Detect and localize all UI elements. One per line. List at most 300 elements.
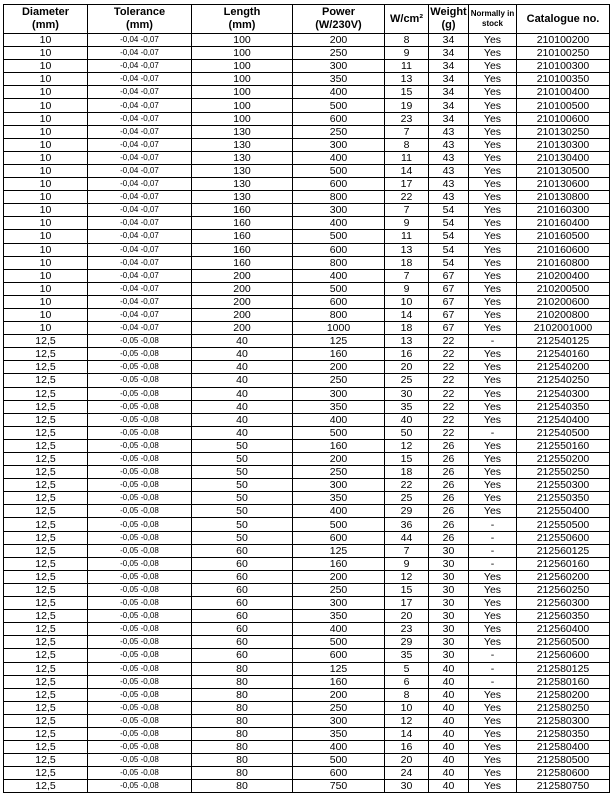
- wcm-cell: 12: [385, 714, 429, 727]
- table-row: [4, 178, 610, 191]
- tolerance-cell: -0,05 -0,08: [88, 413, 192, 426]
- stock-cell: Yes: [469, 308, 517, 321]
- tolerance-cell: -0,05 -0,08: [88, 701, 192, 714]
- wcm-cell: 23: [385, 112, 429, 125]
- diameter-cell: 10: [4, 178, 88, 191]
- table-row: [4, 688, 610, 701]
- power-cell: 250: [293, 583, 385, 596]
- power-cell: 600: [293, 178, 385, 191]
- weight-cell: 43: [429, 178, 469, 191]
- stock-cell: Yes: [469, 374, 517, 387]
- diameter-cell: 12,5: [4, 714, 88, 727]
- table-row: [4, 439, 610, 452]
- catalogue-cell: 212540350: [517, 400, 610, 413]
- tolerance-cell: -0,05 -0,08: [88, 636, 192, 649]
- length-cell: 50: [192, 439, 293, 452]
- table-row: [4, 610, 610, 623]
- wcm-cell: 12: [385, 439, 429, 452]
- weight-cell: 40: [429, 701, 469, 714]
- diameter-cell: 12,5: [4, 727, 88, 740]
- weight-cell: 34: [429, 73, 469, 86]
- tolerance-cell: -0,05 -0,08: [88, 492, 192, 505]
- wcm-cell: 29: [385, 505, 429, 518]
- length-cell: 80: [192, 780, 293, 793]
- diameter-cell: 12,5: [4, 531, 88, 544]
- weight-cell: 26: [429, 531, 469, 544]
- length-cell: 80: [192, 767, 293, 780]
- table-row: [4, 204, 610, 217]
- diameter-cell: 12,5: [4, 583, 88, 596]
- power-cell: 160: [293, 439, 385, 452]
- length-cell: 80: [192, 675, 293, 688]
- header-wcm: W/cm²: [385, 5, 429, 34]
- tolerance-cell: -0,05 -0,08: [88, 662, 192, 675]
- stock-cell: Yes: [469, 361, 517, 374]
- diameter-cell: 10: [4, 60, 88, 73]
- power-cell: 160: [293, 348, 385, 361]
- stock-cell: Yes: [469, 466, 517, 479]
- header-row: [4, 5, 610, 34]
- stock-cell: Yes: [469, 505, 517, 518]
- catalogue-cell: 212560160: [517, 557, 610, 570]
- catalogue-cell: 212550600: [517, 531, 610, 544]
- catalogue-cell: 212540160: [517, 348, 610, 361]
- catalogue-cell: 212580350: [517, 727, 610, 740]
- diameter-cell: 12,5: [4, 675, 88, 688]
- stock-cell: -: [469, 649, 517, 662]
- stock-cell: Yes: [469, 701, 517, 714]
- wcm-cell: 13: [385, 243, 429, 256]
- tolerance-cell: -0,05 -0,08: [88, 531, 192, 544]
- power-cell: 125: [293, 662, 385, 675]
- tolerance-cell: -0,04 -0,07: [88, 322, 192, 335]
- wcm-cell: 8: [385, 688, 429, 701]
- diameter-cell: 10: [4, 86, 88, 99]
- wcm-cell: 14: [385, 308, 429, 321]
- weight-cell: 30: [429, 583, 469, 596]
- tolerance-cell: -0,04 -0,07: [88, 217, 192, 230]
- length-cell: 40: [192, 413, 293, 426]
- stock-cell: -: [469, 518, 517, 531]
- table-row: [4, 73, 610, 86]
- catalogue-cell: 210100500: [517, 99, 610, 112]
- tolerance-cell: -0,05 -0,08: [88, 741, 192, 754]
- stock-cell: Yes: [469, 99, 517, 112]
- tolerance-cell: -0,05 -0,08: [88, 780, 192, 793]
- power-cell: 500: [293, 99, 385, 112]
- length-cell: 80: [192, 662, 293, 675]
- weight-cell: 34: [429, 34, 469, 47]
- stock-cell: Yes: [469, 610, 517, 623]
- stock-cell: Yes: [469, 688, 517, 701]
- table-row: [4, 675, 610, 688]
- catalogue-cell: 212560400: [517, 623, 610, 636]
- wcm-cell: 14: [385, 727, 429, 740]
- stock-cell: Yes: [469, 727, 517, 740]
- catalogue-cell: 212580200: [517, 688, 610, 701]
- power-cell: 200: [293, 453, 385, 466]
- wcm-cell: 40: [385, 413, 429, 426]
- catalogue-cell: 210160400: [517, 217, 610, 230]
- wcm-cell: 5: [385, 662, 429, 675]
- wcm-cell: 30: [385, 387, 429, 400]
- tolerance-cell: -0,04 -0,07: [88, 86, 192, 99]
- diameter-cell: 12,5: [4, 492, 88, 505]
- weight-cell: 43: [429, 125, 469, 138]
- catalogue-cell: 212550160: [517, 439, 610, 452]
- weight-cell: 40: [429, 741, 469, 754]
- catalogue-cell: 212560600: [517, 649, 610, 662]
- catalogue-cell: 210100350: [517, 73, 610, 86]
- diameter-cell: 12,5: [4, 479, 88, 492]
- tolerance-cell: -0,04 -0,07: [88, 178, 192, 191]
- diameter-cell: 10: [4, 125, 88, 138]
- catalogue-cell: 212580600: [517, 767, 610, 780]
- stock-cell: Yes: [469, 479, 517, 492]
- power-cell: 800: [293, 191, 385, 204]
- header-stock: Normally in stock: [469, 5, 517, 34]
- length-cell: 60: [192, 557, 293, 570]
- tolerance-cell: -0,05 -0,08: [88, 754, 192, 767]
- tolerance-cell: -0,05 -0,08: [88, 426, 192, 439]
- catalogue-cell: 212560350: [517, 610, 610, 623]
- tolerance-cell: -0,04 -0,07: [88, 99, 192, 112]
- wcm-cell: 8: [385, 138, 429, 151]
- length-cell: 80: [192, 688, 293, 701]
- power-cell: 300: [293, 597, 385, 610]
- stock-cell: Yes: [469, 387, 517, 400]
- length-cell: 50: [192, 518, 293, 531]
- table-row: [4, 230, 610, 243]
- wcm-cell: 9: [385, 47, 429, 60]
- length-cell: 40: [192, 335, 293, 348]
- catalogue-cell: 210160300: [517, 204, 610, 217]
- table-row: [4, 387, 610, 400]
- catalogue-cell: 210130600: [517, 178, 610, 191]
- stock-cell: Yes: [469, 413, 517, 426]
- stock-cell: Yes: [469, 47, 517, 60]
- weight-cell: 43: [429, 164, 469, 177]
- power-cell: 350: [293, 73, 385, 86]
- tolerance-cell: -0,04 -0,07: [88, 112, 192, 125]
- tolerance-cell: -0,04 -0,07: [88, 269, 192, 282]
- stock-cell: Yes: [469, 256, 517, 269]
- stock-cell: Yes: [469, 178, 517, 191]
- stock-cell: Yes: [469, 217, 517, 230]
- power-cell: 200: [293, 688, 385, 701]
- power-cell: 600: [293, 649, 385, 662]
- power-cell: 600: [293, 112, 385, 125]
- table-row: [4, 649, 610, 662]
- catalogue-cell: 212550350: [517, 492, 610, 505]
- tolerance-cell: -0,05 -0,08: [88, 597, 192, 610]
- weight-cell: 22: [429, 335, 469, 348]
- wcm-cell: 19: [385, 99, 429, 112]
- catalogue-cell: 210100600: [517, 112, 610, 125]
- length-cell: 60: [192, 544, 293, 557]
- power-cell: 250: [293, 701, 385, 714]
- tolerance-cell: -0,05 -0,08: [88, 387, 192, 400]
- table-row: [4, 243, 610, 256]
- catalogue-cell: 210130800: [517, 191, 610, 204]
- table-row: [4, 256, 610, 269]
- length-cell: 100: [192, 34, 293, 47]
- catalogue-cell: 212560125: [517, 544, 610, 557]
- diameter-cell: 12,5: [4, 348, 88, 361]
- wcm-cell: 15: [385, 453, 429, 466]
- stock-cell: Yes: [469, 204, 517, 217]
- table-row: [4, 191, 610, 204]
- tolerance-cell: -0,05 -0,08: [88, 479, 192, 492]
- tolerance-cell: -0,04 -0,07: [88, 60, 192, 73]
- weight-cell: 30: [429, 610, 469, 623]
- wcm-cell: 24: [385, 767, 429, 780]
- length-cell: 200: [192, 295, 293, 308]
- diameter-cell: 12,5: [4, 780, 88, 793]
- power-cell: 750: [293, 780, 385, 793]
- tolerance-cell: -0,05 -0,08: [88, 453, 192, 466]
- catalogue-cell: 212580300: [517, 714, 610, 727]
- power-cell: 400: [293, 86, 385, 99]
- weight-cell: 30: [429, 557, 469, 570]
- stock-cell: Yes: [469, 714, 517, 727]
- stock-cell: Yes: [469, 125, 517, 138]
- weight-cell: 22: [429, 400, 469, 413]
- power-cell: 400: [293, 505, 385, 518]
- wcm-cell: 13: [385, 335, 429, 348]
- tolerance-cell: -0,05 -0,08: [88, 767, 192, 780]
- power-cell: 600: [293, 767, 385, 780]
- stock-cell: Yes: [469, 269, 517, 282]
- weight-cell: 30: [429, 570, 469, 583]
- length-cell: 40: [192, 400, 293, 413]
- length-cell: 60: [192, 649, 293, 662]
- table-row: [4, 492, 610, 505]
- stock-cell: Yes: [469, 151, 517, 164]
- table-row: [4, 557, 610, 570]
- catalogue-cell: 210100300: [517, 60, 610, 73]
- diameter-cell: 12,5: [4, 518, 88, 531]
- table-row: [4, 99, 610, 112]
- weight-cell: 67: [429, 322, 469, 335]
- length-cell: 130: [192, 151, 293, 164]
- wcm-cell: 16: [385, 348, 429, 361]
- weight-cell: 34: [429, 99, 469, 112]
- tolerance-cell: -0,04 -0,07: [88, 256, 192, 269]
- wcm-cell: 36: [385, 518, 429, 531]
- diameter-cell: 12,5: [4, 688, 88, 701]
- power-cell: 600: [293, 243, 385, 256]
- catalogue-cell: 212560300: [517, 597, 610, 610]
- wcm-cell: 12: [385, 570, 429, 583]
- diameter-cell: 12,5: [4, 754, 88, 767]
- wcm-cell: 11: [385, 230, 429, 243]
- diameter-cell: 12,5: [4, 439, 88, 452]
- catalogue-cell: 212580400: [517, 741, 610, 754]
- table-row: [4, 164, 610, 177]
- wcm-cell: 18: [385, 322, 429, 335]
- tolerance-cell: -0,04 -0,07: [88, 295, 192, 308]
- table-row: [4, 400, 610, 413]
- diameter-cell: 10: [4, 295, 88, 308]
- length-cell: 130: [192, 125, 293, 138]
- table-row: [4, 295, 610, 308]
- catalogue-cell: 212580160: [517, 675, 610, 688]
- weight-cell: 34: [429, 47, 469, 60]
- catalogue-cell: 210100400: [517, 86, 610, 99]
- power-cell: 350: [293, 400, 385, 413]
- catalogue-cell: 210200500: [517, 282, 610, 295]
- catalogue-cell: 212580750: [517, 780, 610, 793]
- wcm-cell: 17: [385, 178, 429, 191]
- table-row: [4, 767, 610, 780]
- stock-cell: Yes: [469, 741, 517, 754]
- length-cell: 60: [192, 583, 293, 596]
- diameter-cell: 12,5: [4, 544, 88, 557]
- table-row: [4, 597, 610, 610]
- power-cell: 250: [293, 466, 385, 479]
- tolerance-cell: -0,04 -0,07: [88, 308, 192, 321]
- length-cell: 50: [192, 479, 293, 492]
- weight-cell: 54: [429, 256, 469, 269]
- table-row: [4, 282, 610, 295]
- weight-cell: 30: [429, 597, 469, 610]
- length-cell: 40: [192, 361, 293, 374]
- stock-cell: Yes: [469, 400, 517, 413]
- stock-cell: Yes: [469, 623, 517, 636]
- diameter-cell: 10: [4, 322, 88, 335]
- stock-cell: Yes: [469, 583, 517, 596]
- tolerance-cell: -0,05 -0,08: [88, 466, 192, 479]
- power-cell: 500: [293, 230, 385, 243]
- length-cell: 130: [192, 164, 293, 177]
- length-cell: 40: [192, 387, 293, 400]
- stock-cell: Yes: [469, 86, 517, 99]
- tolerance-cell: -0,04 -0,07: [88, 73, 192, 86]
- tolerance-cell: -0,05 -0,08: [88, 335, 192, 348]
- length-cell: 160: [192, 230, 293, 243]
- catalogue-cell: 210200800: [517, 308, 610, 321]
- wcm-cell: 18: [385, 256, 429, 269]
- table-row: [4, 269, 610, 282]
- tolerance-cell: -0,05 -0,08: [88, 714, 192, 727]
- heater-spec-table: [3, 4, 610, 793]
- wcm-cell: 20: [385, 610, 429, 623]
- table-row: [4, 47, 610, 60]
- diameter-cell: 12,5: [4, 387, 88, 400]
- catalogue-cell: 210200400: [517, 269, 610, 282]
- table-row: [4, 361, 610, 374]
- power-cell: 1000: [293, 322, 385, 335]
- power-cell: 125: [293, 335, 385, 348]
- tolerance-cell: -0,04 -0,07: [88, 204, 192, 217]
- weight-cell: 26: [429, 479, 469, 492]
- diameter-cell: 12,5: [4, 570, 88, 583]
- stock-cell: -: [469, 335, 517, 348]
- weight-cell: 43: [429, 138, 469, 151]
- stock-cell: Yes: [469, 138, 517, 151]
- stock-cell: Yes: [469, 780, 517, 793]
- stock-cell: Yes: [469, 295, 517, 308]
- stock-cell: Yes: [469, 767, 517, 780]
- weight-cell: 54: [429, 230, 469, 243]
- weight-cell: 40: [429, 714, 469, 727]
- diameter-cell: 12,5: [4, 623, 88, 636]
- header-diameter: Diameter (mm): [4, 5, 88, 34]
- length-cell: 60: [192, 623, 293, 636]
- stock-cell: Yes: [469, 439, 517, 452]
- table-row: [4, 112, 610, 125]
- diameter-cell: 12,5: [4, 426, 88, 439]
- diameter-cell: 10: [4, 73, 88, 86]
- length-cell: 100: [192, 47, 293, 60]
- stock-cell: Yes: [469, 597, 517, 610]
- length-cell: 40: [192, 374, 293, 387]
- wcm-cell: 11: [385, 60, 429, 73]
- table-row: [4, 125, 610, 138]
- tolerance-cell: -0,05 -0,08: [88, 557, 192, 570]
- table-body: [4, 34, 610, 793]
- stock-cell: -: [469, 531, 517, 544]
- power-cell: 400: [293, 151, 385, 164]
- catalogue-cell: 212550500: [517, 518, 610, 531]
- weight-cell: 26: [429, 466, 469, 479]
- wcm-cell: 10: [385, 295, 429, 308]
- tolerance-cell: -0,04 -0,07: [88, 125, 192, 138]
- stock-cell: Yes: [469, 230, 517, 243]
- stock-cell: Yes: [469, 754, 517, 767]
- header-weight: Weight (g): [429, 5, 469, 34]
- spec-table-container: [3, 4, 610, 793]
- stock-cell: Yes: [469, 243, 517, 256]
- stock-cell: -: [469, 662, 517, 675]
- weight-cell: 67: [429, 295, 469, 308]
- diameter-cell: 12,5: [4, 400, 88, 413]
- tolerance-cell: -0,05 -0,08: [88, 348, 192, 361]
- diameter-cell: 12,5: [4, 662, 88, 675]
- length-cell: 100: [192, 86, 293, 99]
- catalogue-cell: 212540400: [517, 413, 610, 426]
- tolerance-cell: -0,04 -0,07: [88, 282, 192, 295]
- tolerance-cell: -0,05 -0,08: [88, 675, 192, 688]
- tolerance-cell: -0,05 -0,08: [88, 623, 192, 636]
- wcm-cell: 7: [385, 204, 429, 217]
- catalogue-cell: 210160800: [517, 256, 610, 269]
- wcm-cell: 6: [385, 675, 429, 688]
- stock-cell: -: [469, 675, 517, 688]
- tolerance-cell: -0,04 -0,07: [88, 230, 192, 243]
- table-row: [4, 714, 610, 727]
- catalogue-cell: 212540300: [517, 387, 610, 400]
- tolerance-cell: -0,05 -0,08: [88, 439, 192, 452]
- table-row: [4, 34, 610, 47]
- catalogue-cell: 210130300: [517, 138, 610, 151]
- tolerance-cell: -0,04 -0,07: [88, 47, 192, 60]
- wcm-cell: 9: [385, 557, 429, 570]
- catalogue-cell: 212560200: [517, 570, 610, 583]
- wcm-cell: 25: [385, 374, 429, 387]
- catalogue-cell: 210160500: [517, 230, 610, 243]
- wcm-cell: 9: [385, 217, 429, 230]
- wcm-cell: 8: [385, 34, 429, 47]
- weight-cell: 40: [429, 675, 469, 688]
- power-cell: 400: [293, 413, 385, 426]
- catalogue-cell: 212580250: [517, 701, 610, 714]
- tolerance-cell: -0,05 -0,08: [88, 688, 192, 701]
- header-catalogue: Catalogue no.: [517, 5, 610, 34]
- header-length: Length (mm): [192, 5, 293, 34]
- table-row: [4, 374, 610, 387]
